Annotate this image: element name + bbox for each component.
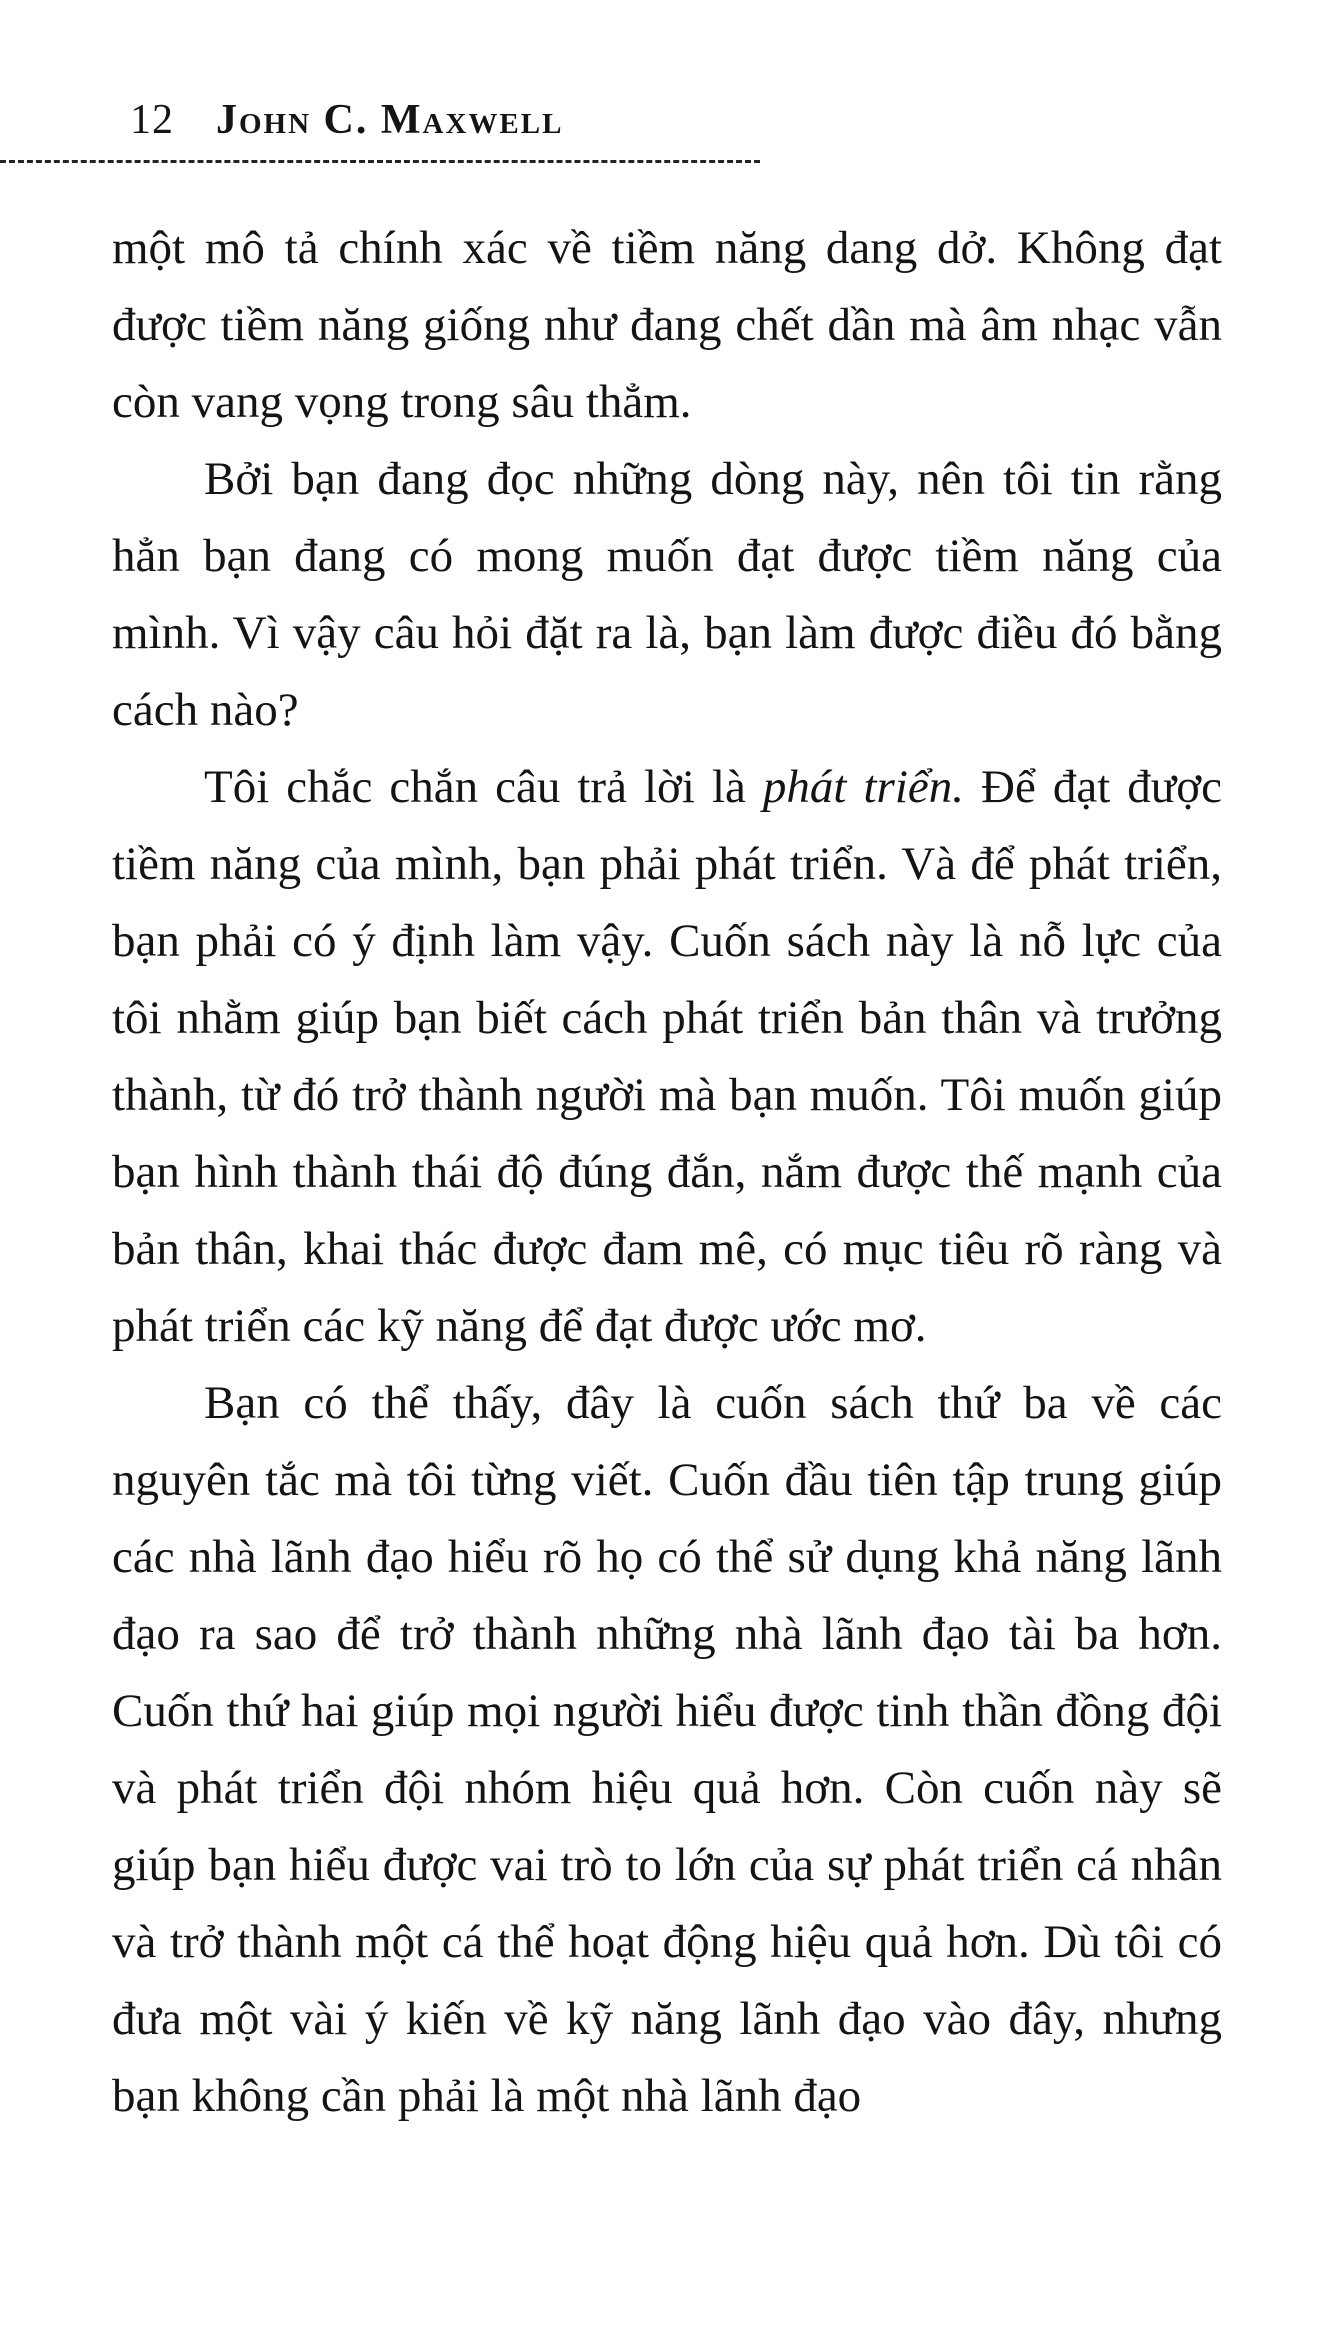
body-text xyxy=(112,210,1222,2135)
paragraph-text: Tôi chắc chắn câu trả lời là xyxy=(204,761,763,813)
header-divider xyxy=(0,160,760,163)
paragraph-continued: một mô tả chính xác về tiềm năng dang dở. Không đạt được tiềm năng giống như đang chết dần mà âm nhạc vẫn còn vang vọng trong sâu thẳm. xyxy=(112,222,1222,428)
emphasized-text: phát triển. xyxy=(762,761,965,813)
paragraph: Bởi bạn đang đọc những dòng này, nên tôi tin rằng hẳn bạn đang có mong muốn đạt được tiềm năng của mình. Vì vậy câu hỏi đặt ra là, bạn làm được điều đó bằng cách nào? xyxy=(112,453,1222,736)
page-number: 12 xyxy=(130,97,174,143)
running-title: John C. Maxwell xyxy=(216,97,564,143)
paragraph: Bạn có thể thấy, đây là cuốn sách thứ ba về các nguyên tắc mà tôi từng viết. Cuốn đầu tiên tập trung giúp các nhà lãnh đạo hiểu rõ họ có thể sử dụng khả năng lãnh đạo ra sao để trở thành những nhà lãnh đạo tài ba hơn. Cuốn thứ hai giúp mọi người hiểu được tinh thần đồng đội và phát triển đội nhóm hiệu quả hơn. Còn cuốn này sẽ giúp bạn hiểu được vai trò to lớn của sự phát triển cá nhân và trở thành một cá thể hoạt động hiệu quả hơn. Dù tôi có đưa một vài ý kiến về kỹ năng lãnh đạo vào đây, nhưng bạn không cần phải là một nhà lãnh đạo xyxy=(112,1377,1222,2122)
running-head xyxy=(130,96,563,156)
paragraph xyxy=(112,749,1222,1365)
paragraph-text: Để đạt được tiềm năng của mình, bạn phải phát triển. Và để phát triển, bạn phải có ý định làm vậy. Cuốn sách này là nỗ lực của tôi nhằm giúp bạn biết cách phát triển bản thân và trưởng thành, từ đó trở thành người mà bạn muốn. Tôi muốn giúp bạn hình thành thái độ đúng đắn, nắm được thế mạnh của bản thân, khai thác được đam mê, có mục tiêu rõ ràng và phát triển các kỹ năng để đạt được ước mơ. xyxy=(112,761,1222,1352)
